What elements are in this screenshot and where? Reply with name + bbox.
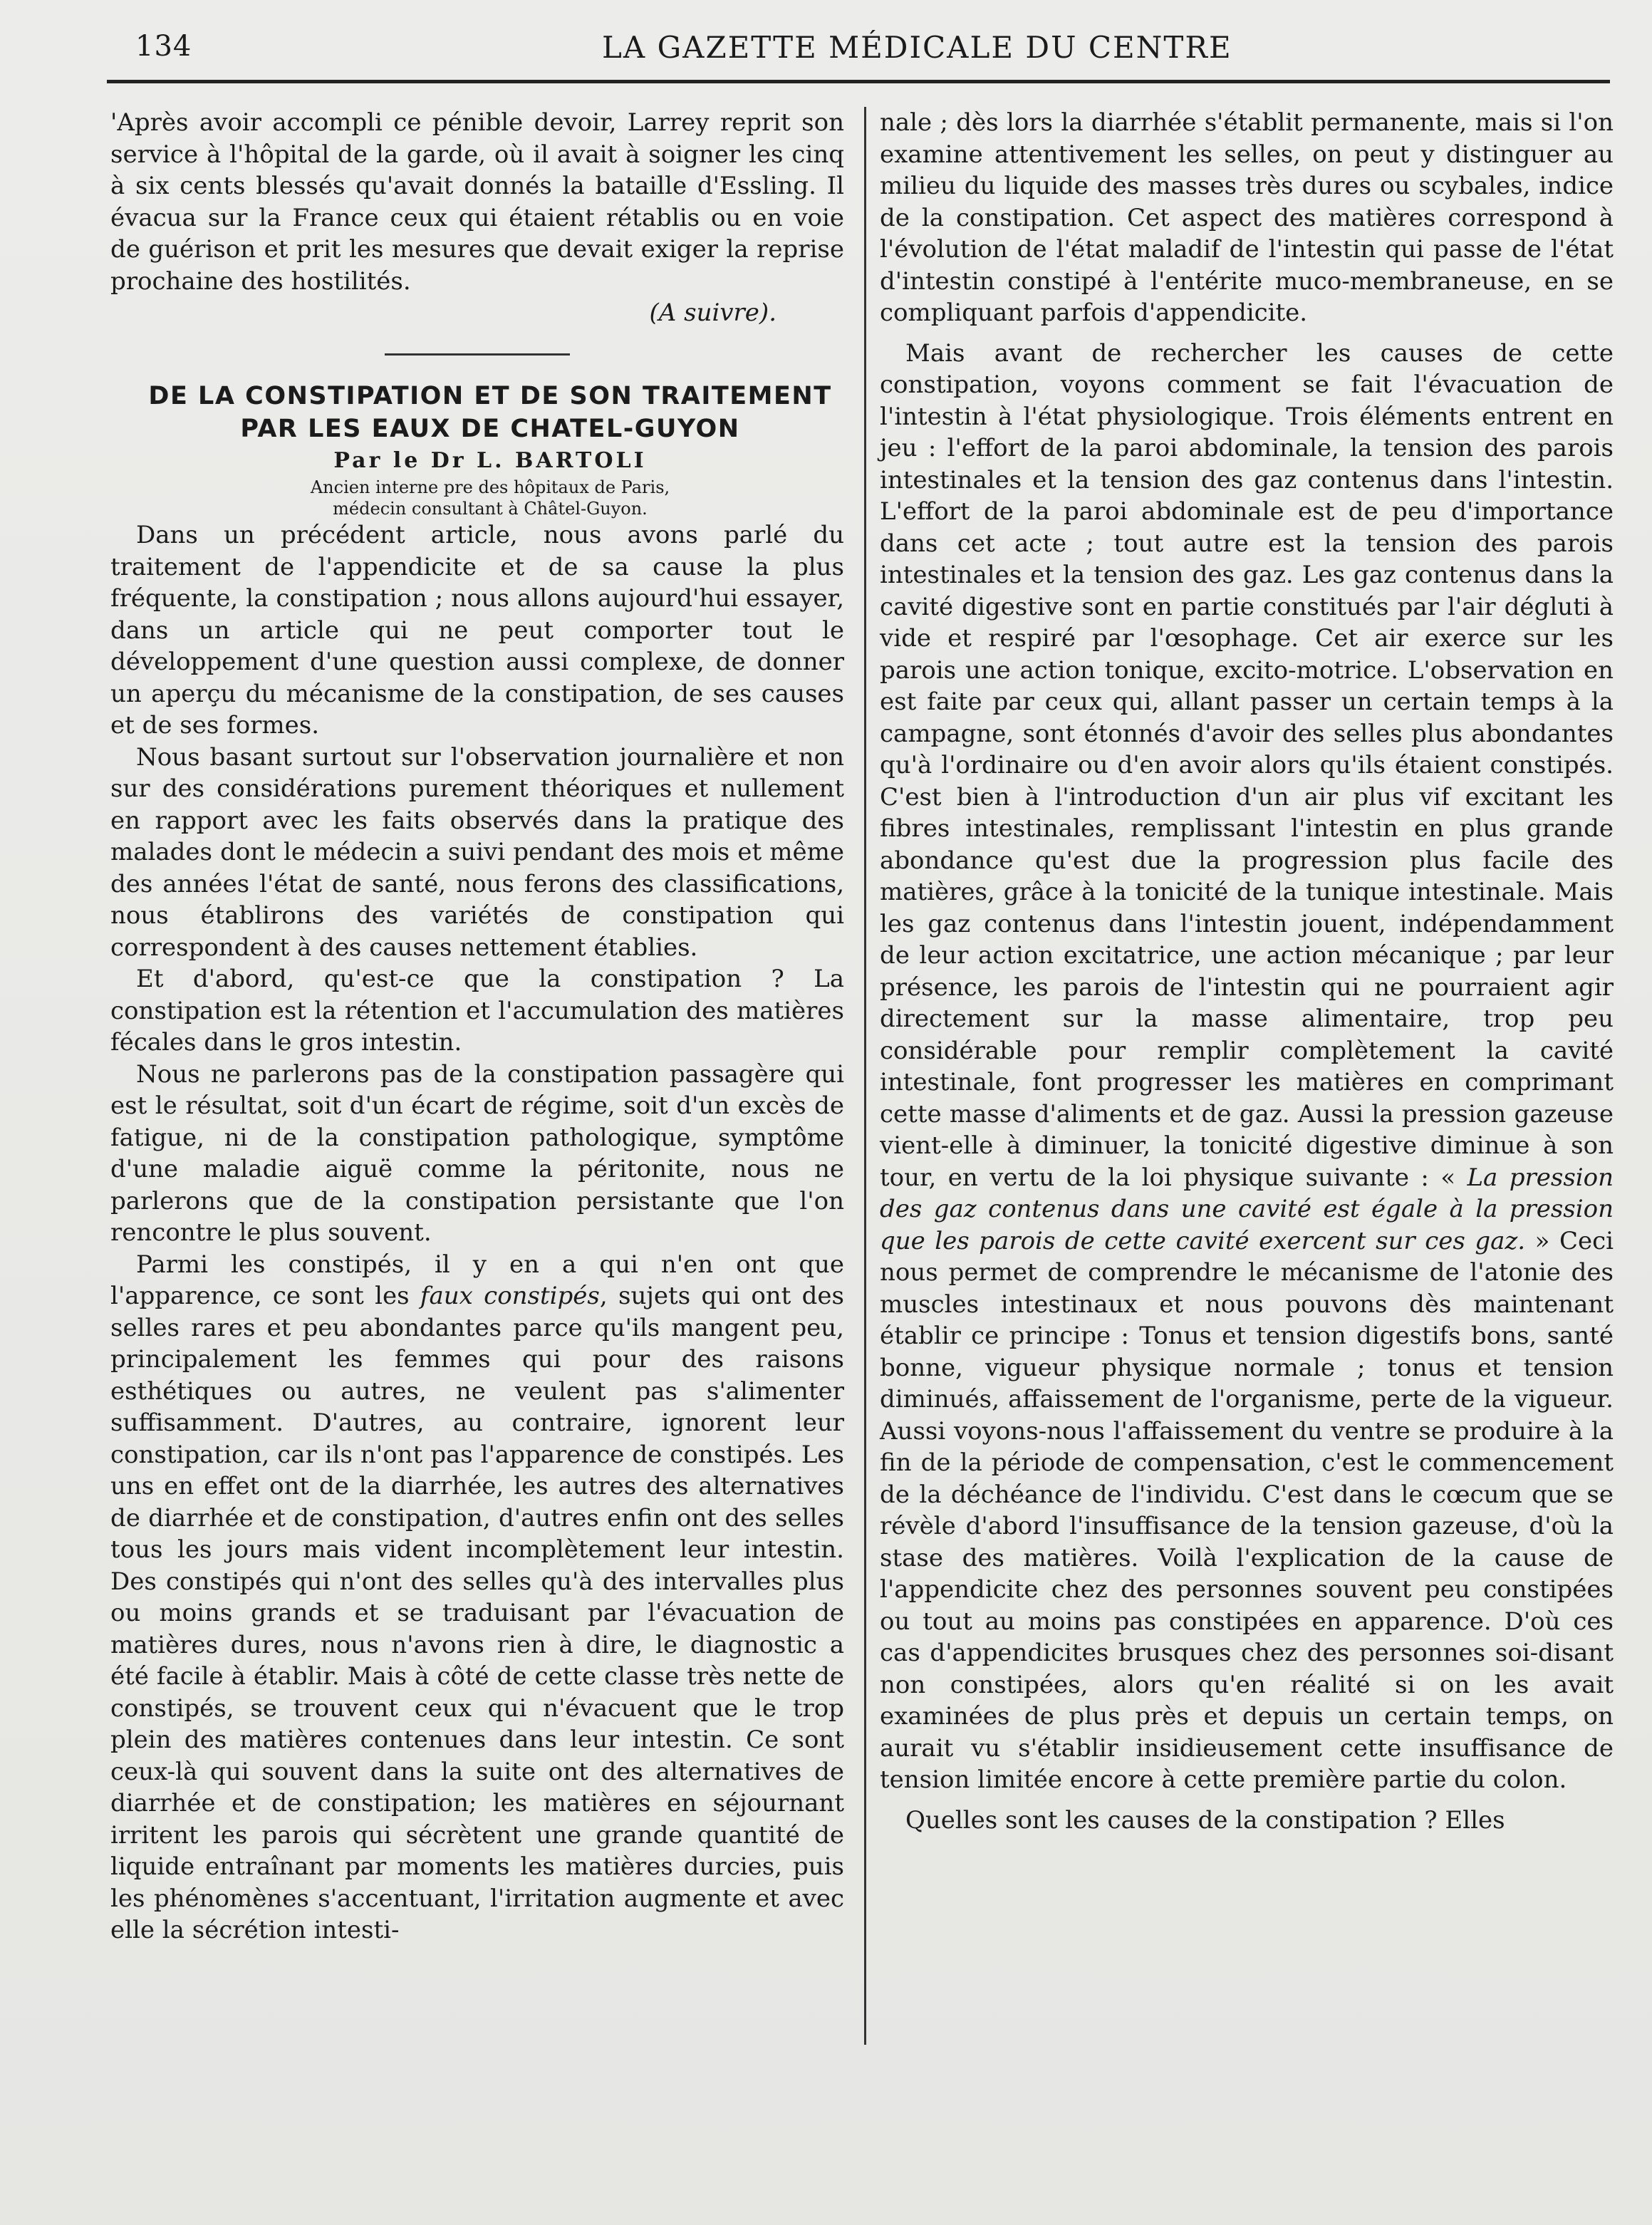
author-affiliation-line-2: médecin consultant à Châtel-Guyon. bbox=[333, 499, 648, 519]
page-number: 134 bbox=[135, 30, 192, 63]
section-separator bbox=[385, 353, 570, 356]
article-title-line-1: DE LA CONSTIPATION ET DE SON TRAITEMENT bbox=[148, 381, 832, 410]
article-byline: Par le Dr L. BARTOLI bbox=[333, 447, 647, 473]
article-title-line-2: PAR LES EAUX DE CHATEL-GUYON bbox=[240, 414, 740, 443]
header-rule bbox=[107, 80, 1610, 83]
previous-article-ending: 'Après avoir accompli ce pénible devoir, Larrey reprit son service à l'hôpital de la garde, où il avait à soigner les cinq à six cents blessés qu'avait donnés la bataille d'Essling. Il évacua sur la France ceux qui étaient rétablis ou en voie de guérison et prit les mesures que devait exiger la reprise prochaine des hostilités. bbox=[110, 108, 844, 296]
page-header bbox=[135, 27, 1617, 70]
left-column bbox=[110, 107, 844, 1946]
body-paragraph bbox=[880, 338, 1614, 1796]
body-paragraph: nale ; dès lors la diarrhée s'établit permanente, mais si l'on examine attentivement les selles, on peut y distinguer au milieu du liquide des masses très dures ou scybales, indice de la constipation. Cet aspect des matières correspond à l'évolution de l'état maladif de l'intestin qui passe de l'état d'intestin constipé à l'entérite muco-membraneuse, en se compliquant parfois d'appendicite. bbox=[880, 108, 1614, 327]
body-paragraph: Dans un précédent article, nous avons parlé du traitement de l'appendicite et de sa cause la plus fréquente, la constipation ; nous allons aujourd'hui essayer, dans un article qui ne peut comporter tout le développement d'une question aussi complexe, de donner un aperçu du mécanisme de la constipation, de ses causes et de ses formes. bbox=[110, 521, 844, 740]
column-divider bbox=[864, 107, 866, 2045]
italic-term: faux constipés bbox=[420, 1282, 600, 1310]
author-affiliation-line-1: Ancien interne pre des hôpitaux de Paris, bbox=[310, 477, 670, 497]
to-be-continued-note: (A suivre). bbox=[649, 299, 776, 327]
body-paragraph: Nous ne parlerons pas de la constipation passagère qui est le résultat, soit d'un écart de régime, soit d'un excès de fatigue, ni de la constipation pathologique, symptôme d'une maladie aiguë comme la péritonite, nous ne parlerons que de la constipation persistante que l'on rencontre le plus souvent. bbox=[110, 1059, 844, 1247]
body-paragraph: Et d'abord, qu'est-ce que la constipation ? La constipation est la rétention et l'accumulation des matières fécales dans le gros intestin. bbox=[110, 965, 844, 1057]
paragraph-text: » Ceci nous permet de comprendre le mécanisme de l'atonie des muscles intestinaux et nous pouvons dès maintenant établir ce principe : Tonus et tension digestifs bons, santé bonne, vigueur physique normale ; tonus et tension diminués, affaissement de l'organisme, perte de la vigueur. Aussi voyons-nous l'affaissement du ventre se produire à la fin de la période de compensation, c'est le commencement de la déchéance de l'individu. C'est dans le cœcum que se révèle d'abord l'insuffisance de la tension gazeuse, d'où la stase des matières. Voilà l'explication de la cause de l'appendicite chez des personnes souvent peu constipées ou tout au moins pas constipées en apparence. D'où ces cas d'appendicites brusques chez des personnes soi-disant non constipées, alors qu'en réalité si on les avait examinées de plus près et depuis un certain temps, on aurait vu s'établir insidieusement cette insuffisance de tension limitée encore à cette première partie du colon. bbox=[880, 1226, 1614, 1794]
italic-quotation: La pression des gaz contenus dans une cavité est égale à la pression que les parois de cette cavité exercent sur ces gaz. bbox=[880, 1163, 1614, 1255]
body-paragraph: Nous basant surtout sur l'observation journalière et non sur des considérations purement théoriques et nullement en rapport avec les faits observés dans la pratique des malades dont le médecin a suivi pendant des mois et même des années l'état de santé, nous ferons des classifications, nous établirons des variétés de constipation qui correspondent à des causes nettement établies. bbox=[110, 742, 844, 962]
body-paragraph: Quelles sont les causes de la constipation ? Elles bbox=[905, 1805, 1505, 1835]
right-column bbox=[880, 107, 1614, 1836]
running-title: LA GAZETTE MÉDICALE DU CENTRE bbox=[602, 30, 1232, 65]
paragraph-text: Mais avant de rechercher les causes de cette constipation, voyons comment se fait l'évacuation de l'intestin à l'état physiologique. Trois éléments entrent en jeu : l'effort de la paroi abdominale, la tension des parois intestinales et la tension des gaz contenus dans l'intestin. L'effort de la paroi abdominale est de peu d'importance dans cet acte ; tout autre est la tension des parois intestinales et la tension des gaz. Les gaz contenus dans la cavité digestive sont en partie constitués par l'air dégluti à vide et respiré par l'œsophage. Cet air exerce sur les parois une action tonique, excito-motrice. L'observation en est faite par ceux qui, allant passer un certain temps à la campagne, sont étonnés d'avoir des selles plus abondantes qu'à l'ordinaire ou d'en avoir alors qu'ils étaient constipés. C'est bien à l'introduction d'un air plus vif excitant les fibres intestinales, remplissant l'intestin en plus grande abondance qu'est due la progression plus facile des matières, grâce à la tonicité de la tunique intestinale. Mais les gaz contenus dans l'intestin jouent, indépendamment de leur action excitatrice, une action mécanique ; par leur présence, les parois de l'intestin qui ne pourraient agir directement sur la masse alimentaire, trop peu considérable pour remplir complètement la cavité intestinale, font progresser les matières en comprimant cette masse d'aliments et de gaz. Aussi la pression gazeuse vient-elle à diminuer, la tonicité digestive diminue à son tour, en vertu de la loi physique suivante : « bbox=[880, 338, 1614, 1192]
paragraph-text: , sujets qui ont des selles rares et peu abondantes parce qu'ils mangent peu, principalement les femmes qui pour des raisons esthétiques ou autres, ne veulent pas s'alimenter suffisamment. D'autres, au contraire, ignorent leur constipation, car ils n'ont pas l'apparence de constipés. Les uns en effet ont de la diarrhée, les autres des alternatives de diarrhée et de constipation, d'autres enfin ont des selles tous les jours mais vident incomplètement leur intestin. Des constipés qui n'ont des selles qu'à des intervalles plus ou moins grands et se traduisant par l'évacuation de matières dures, nous n'avons rien à dire, le diagnostic a été facile à établir. Mais à côté de cette classe très nette de constipés, se trouvent ceux qui n'évacuent que le trop plein des matières contenues dans leur intestin. Ce sont ceux-là qui souvent dans la suite ont des alternatives de diarrhée et de constipation; les matières en séjournant irritent les parois qui sécrètent une grande quantité de liquide entraînant par moments les matières durcies, puis les phénomènes s'accentuant, l'irritation augmente et avec elle la sécrétion intesti- bbox=[110, 1282, 844, 1944]
body-paragraph bbox=[110, 1249, 844, 1946]
paragraph-text: Parmi les constipés, il y en a qui n'en ont que l'apparence, ce sont les bbox=[110, 1250, 844, 1310]
